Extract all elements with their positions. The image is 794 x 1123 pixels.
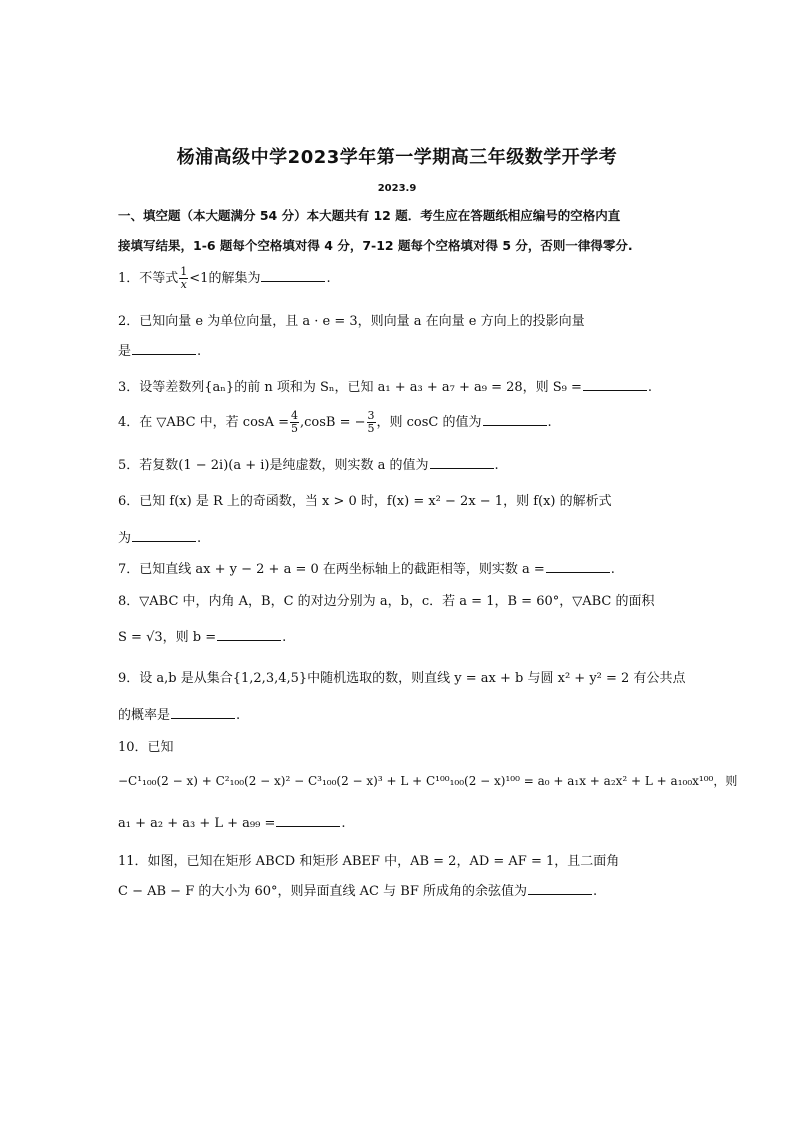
question-7: 7．已知直线 ax + y − 2 + a = 0 在两坐标轴上的截距相等，则实数 a = . [118, 562, 615, 577]
answer-blank-10[interactable] [276, 814, 340, 827]
answer-blank-5[interactable] [430, 456, 494, 469]
question-3: 3．设等差数列{aₙ}的前 n 项和为 Sₙ，已知 a₁ + a₃ + a₇ + a₉ = 28，则 S₉ = . [118, 380, 653, 395]
fraction-1-over-x: $\frac{1}{x}$ [180, 265, 188, 291]
fraction-3-5: $\frac{3}{5}$ [367, 409, 375, 435]
fraction-4-5: $\frac{4}{5}$ [291, 409, 298, 435]
answer-blank-2[interactable] [132, 342, 196, 355]
answer-blank-11[interactable] [528, 882, 592, 895]
question-9-line2: 的概率是 . [118, 708, 241, 723]
answer-blank-3[interactable] [583, 378, 647, 391]
question-4: 4．在 ▽ABC 中，若 cosA = $\frac{4}{5}$ ,cosB = − $\frac{3}{5}$ ，则 cosC 的值为 . [118, 409, 552, 435]
question-10-line1: 10．已知 [118, 740, 174, 755]
answer-blank-1[interactable] [261, 269, 325, 282]
answer-blank-9[interactable] [171, 706, 235, 719]
question-5: 5．若复数(1 − 2i)(a + i)是纯虚数，则实数 a 的值为 . [118, 458, 499, 473]
question-10-line3: a₁ + a₂ + a₃ + L + a₉₉ = . [118, 816, 346, 831]
exam-title: 杨浦高级中学2023学年第一学期高三年级数学开学考 [176, 147, 618, 168]
question-10-line2: −C¹₁₀₀(2 − x) + C²₁₀₀(2 − x)² − C³₁₀₀(2 − x)³ + L + C¹⁰⁰₁₀₀(2 − x)¹⁰⁰ = a₀ + a₁x + a₂x² + L + a₁₀₀x¹⁰⁰，则 [118, 774, 738, 788]
question-11-line2: C − AB − F 的大小为 60°，则异面直线 AC 与 BF 所成角的余弦值为 . [118, 884, 598, 899]
question-2-line2: 是 . [118, 344, 202, 359]
answer-blank-7[interactable] [546, 560, 610, 573]
exam-date: 2023.9 [377, 183, 417, 194]
answer-blank-8[interactable] [217, 628, 281, 641]
section-header-line1: 一、填空题（本大题满分 54 分）本大题共有 12 题．考生应在答题纸相应编号的空格内直 [118, 208, 621, 223]
question-11-line1: 11．如图，已知在矩形 ABCD 和矩形 ABEF 中，AB = 2，AD = AF = 1，且二面角 [118, 854, 620, 869]
question-2-line1: 2．已知向量 e 为单位向量，且 a · e = 3，则向量 a 在向量 e 方向上的投影向量 [118, 314, 585, 329]
question-9-line1: 9．设 a,b 是从集合{1,2,3,4,5}中随机选取的数，则直线 y = ax + b 与圆 x² + y² = 2 有公共点 [118, 671, 686, 686]
answer-blank-6[interactable] [132, 529, 196, 542]
question-8-line2: S = √3，则 b = . [118, 630, 287, 645]
answer-blank-4[interactable] [483, 413, 547, 426]
question-6-line2: 为 . [118, 531, 202, 546]
question-1: 1．不等式 $\frac{1}{x}$ <1的解集为 . [118, 265, 331, 291]
question-8-line1: 8．▽ABC 中，内角 A，B，C 的对边分别为 a，b，c．若 a = 1，B = 60°，▽ABC 的面积 [118, 594, 655, 609]
section-header-line2: 接填写结果，1-6 题每个空格填对得 4 分，7-12 题每个空格填对得 5 分，否则一律得零分. [118, 238, 633, 253]
question-6-line1: 6．已知 f(x) 是 R 上的奇函数，当 x > 0 时，f(x) = x² − 2x − 1，则 f(x) 的解析式 [118, 494, 612, 509]
